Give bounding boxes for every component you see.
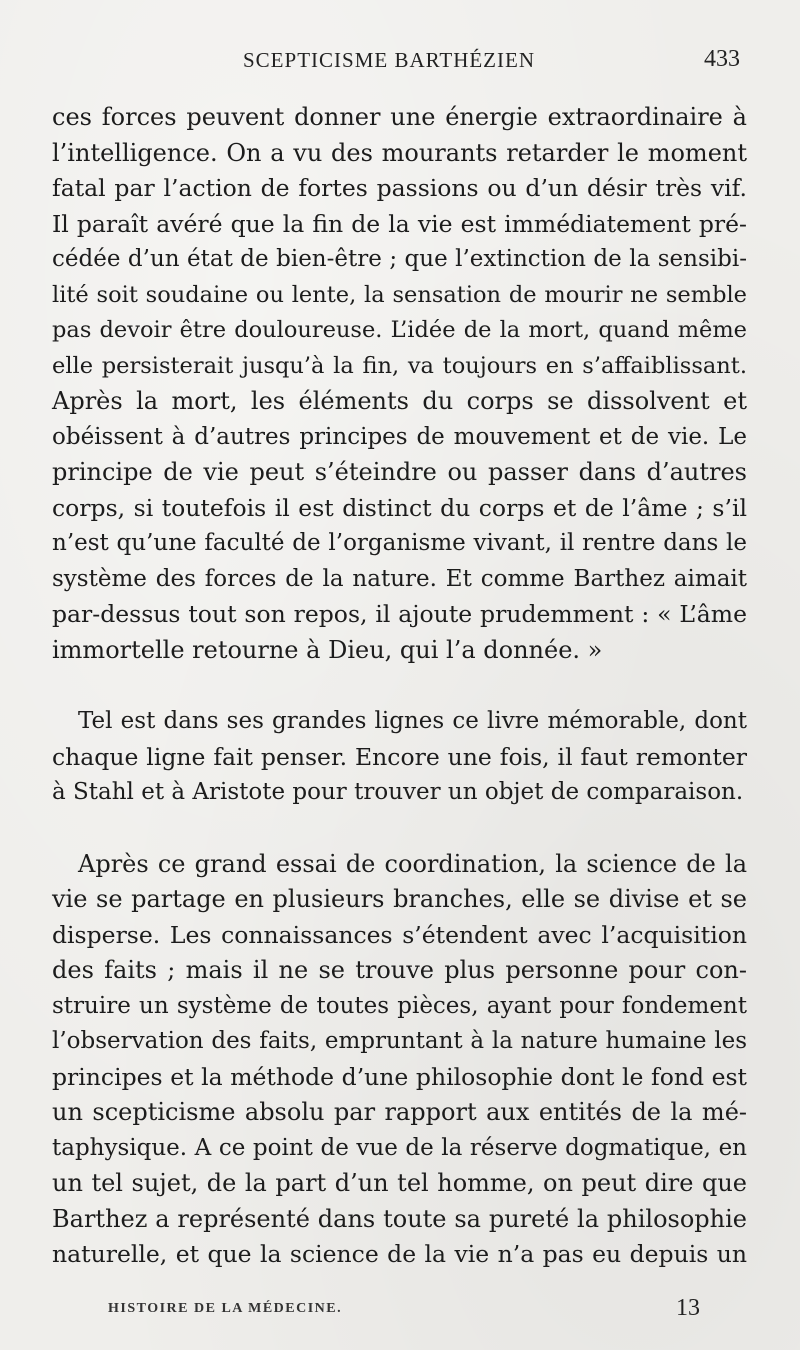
text-line: lité soit soudaine ou lente, la sensation de mourir ne semble [52,281,747,308]
text-line: naturelle, et que la science de la vie n’a pas eu depuis un [52,1240,747,1268]
text-line: pas devoir être douloureuse. L’idée de la mort, quand même [52,317,747,343]
text-line: Après la mort, les éléments du corps se dissolvent et [52,387,747,415]
text-line: taphysique. A ce point de vue de la réserve dogmatique, en [52,1134,747,1161]
page-number: 433 [704,46,740,72]
paragraph-gap [52,668,747,704]
footer-book-title: HISTOIRE DE LA MÉDECINE. [108,1301,343,1316]
text-line: cédée d’un état de bien-être ; que l’extinction de la sensibi- [52,246,747,272]
text-line: obéissent à d’autres principes de mouvement et de vie. Le [52,423,747,450]
text-line: l’observation des faits, empruntant à la nature humaine les [52,1028,747,1054]
paragraph [52,704,747,811]
text-line: l’intelligence. On a vu des mourants retarder le moment [52,138,747,167]
text-line: un tel sujet, de la part d’un tel homme, on peut dire que [52,1169,747,1197]
text-line: par-dessus tout son repos, il ajoute prudemment : « L’âme [52,600,747,628]
text-line: n’est qu’une faculté de l’organisme vivant, il rentre dans le [52,530,747,556]
page-footer [0,1295,800,1325]
body-text [52,100,747,1273]
paragraph-gap [52,811,747,847]
text-line: des faits ; mais il ne se trouve plus personne pour con- [52,956,747,984]
text-line: fatal par l’action de fortes passions ou d’un désir très vif. [52,174,747,202]
text-line: Après ce grand essai de coordination, la science de la [78,849,747,878]
text-line: struire un système de toutes pièces, ayant pour fondement [52,992,747,1019]
text-line: système des forces de la nature. Et comme Barthez aimait [52,565,747,592]
text-line: ces forces peuvent donner une énergie extraordinaire à [52,103,747,131]
text-line: principe de vie peut s’éteindre ou passer dans d’autres [52,458,747,486]
text-line: elle persisterait jusqu’à la fin, va toujours en s’affaiblissant. [52,352,747,379]
text-line: Il paraît avéré que la fin de la vie est immédiatement pré- [52,209,747,238]
paragraph [52,847,747,1273]
text-line: à Stahl et à Aristote pour trouver un objet de comparaison. [52,779,744,805]
text-line: Barthez a représenté dans toute sa pureté la philosophie [52,1204,747,1233]
running-header [0,44,800,74]
signature-mark: 13 [676,1295,700,1321]
text-line: un scepticisme absolu par rapport aux entités de la mé- [52,1098,747,1126]
text-line: chaque ligne fait penser. Encore une fois, il faut remonter [52,742,747,771]
text-line: principes et la méthode d’une philosophie dont le fond est [52,1062,747,1091]
text-line: immortelle retourne à Dieu, qui l’a donnée. » [52,635,603,664]
text-line: vie se partage en plusieurs branches, elle se divise et se [52,885,747,913]
text-line: corps, si toutefois il est distinct du corps et de l’âme ; s’il [52,493,747,522]
text-line: disperse. Les connaissances s’étendent avec l’acquisition [52,920,747,949]
paragraph [52,100,747,668]
text-line: Tel est dans ses grandes lignes ce livre mémorable, dont [78,708,747,734]
running-title: SCEPTICISME BARTHÉZIEN [243,48,535,72]
